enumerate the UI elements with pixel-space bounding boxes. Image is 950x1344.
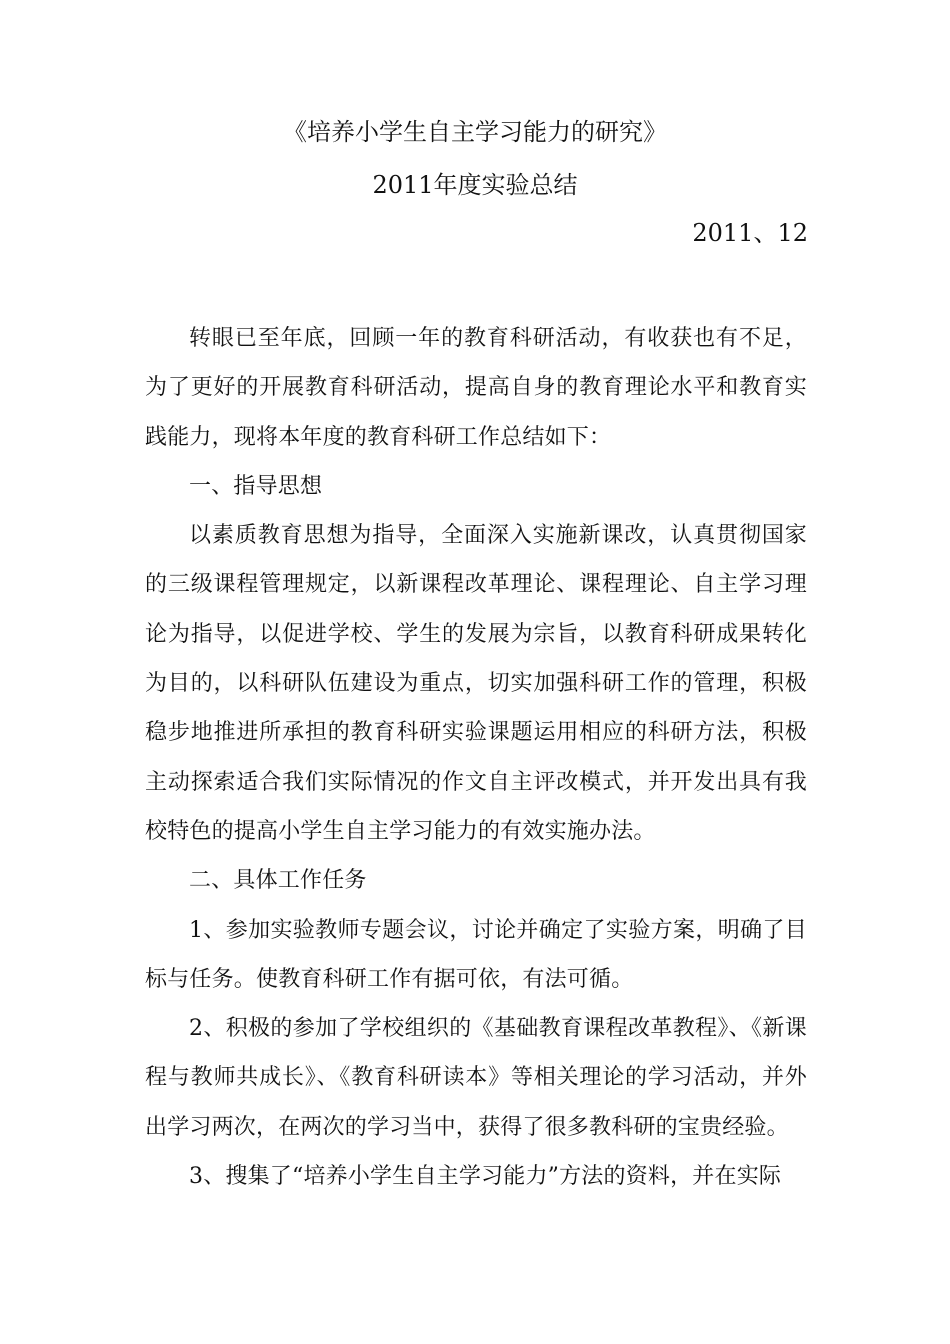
task-item-2: 2、积极的参加了学校组织的《基础教育课程改革教程》、《新课程与教师共成长》、《教育科研读本》等相关理论的学习活动，并外出学习两次，在两次的学习当中，获得了很多教科研的宝贵经验。 [145, 1016, 807, 1140]
intro-paragraph: 转眼已至年底，回顾一年的教育科研活动，有收获也有不足，为了更好的开展教育科研活动，提高自身的教育理论水平和教育实践能力，现将本年度的教育科研工作总结如下： [145, 326, 807, 450]
section-heading-work-tasks: 二、具体工作任务 [189, 868, 367, 894]
document-date: 2011、12 [692, 219, 808, 247]
document-body [145, 314, 807, 1201]
document-subtitle: 2011年度实验总结 [372, 171, 578, 199]
task-item-3: 3、搜集了“培养小学生自主学习能力”方法的资料，并在实际 [189, 1164, 782, 1190]
section-heading-guiding-ideology: 一、指导思想 [189, 473, 323, 499]
document-title: 《培养小学生自主学习能力的研究》 [283, 118, 667, 146]
task-item-1: 1、参加实验教师专题会议，讨论并确定了实验方案，明确了目标与任务。使教育科研工作有据可依，有法可循。 [145, 917, 807, 992]
guiding-ideology-paragraph: 以素质教育思想为指导，全面深入实施新课改，认真贯彻国家的三级课程管理规定，以新课程改革理论、课程理论、自主学习理论为指导，以促进学校、学生的发展为宗旨，以教育科研成果转化为目的，以科研队伍建设为重点，切实加强科研工作的管理，积极稳步地推进所承担的教育科研实验课题运用相应的科研方法，积极主动探索适合我们实际情况的作文自主评改模式，并开发出具有我校特色的提高小学生自主学习能力的有效实施办法。 [145, 523, 807, 844]
